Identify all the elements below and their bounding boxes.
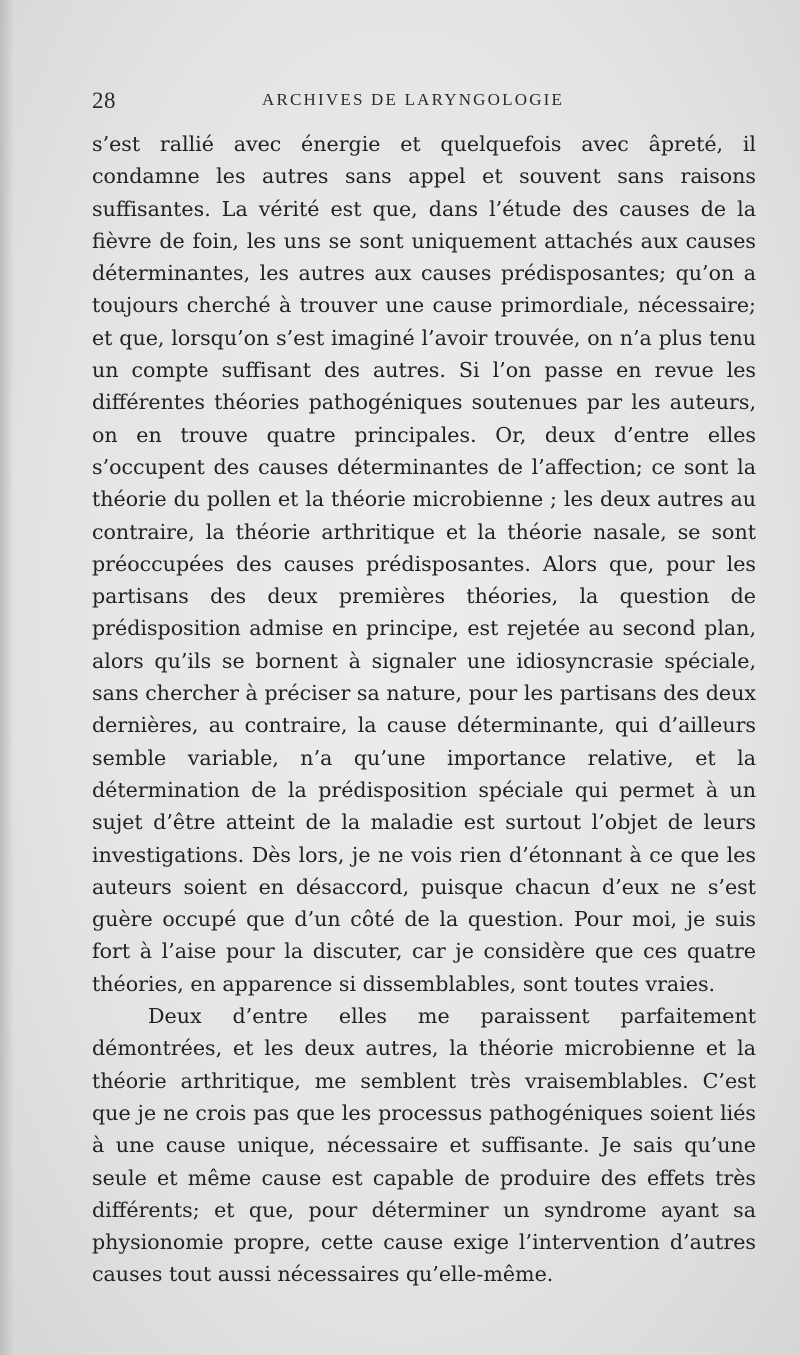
page-gutter-shadow [0, 0, 14, 1355]
page-number: 28 [92, 88, 116, 113]
paragraph-1: s’est rallié avec énergie et quelquefois avec âpreté, il condamne les autres sans appel et souvent sans raisons suffisantes. La vérité est que, dans l’étude des causes de la fièvre de foin, les uns se sont uniquement attachés aux causes déterminantes, les autres aux causes prédisposantes; qu’on a toujours cherché à trouver une cause primordiale, nécessaire; et que, lorsqu’on s’est imaginé l’avoir trouvée, on n’a plus tenu un compte suffisant des autres. Si l’on passe en revue les différentes théories pathogéniques soutenues par les auteurs, on en trouve quatre principales. Or, deux d’entre elles s’occupent des causes déterminantes de l’affection; ce sont la théorie du pollen et la théorie microbienne ; les deux autres au contraire, la théorie arthritique et la théorie nasale, se sont préoccupées des causes prédisposantes. Alors que, pour les partisans des deux premières théories, la question de prédisposition admise en principe, est rejetée au second plan, alors qu’ils se bornent à signaler une idiosyncrasie spéciale, sans chercher à préciser sa nature, pour les partisans des deux dernières, au contraire, la cause déterminante, qui d’ailleurs semble variable, n’a qu’une importance relative, et la détermination de la prédisposition spéciale qui permet à un sujet d’être atteint de la maladie est surtout l’objet de leurs investigations. Dès lors, je ne vois rien d’étonnant à ce que les auteurs soient en désaccord, puisque chacun d’eux ne s’est guère occupé que d’un côté de la question. Pour moi, je suis fort à l’aise pour la discuter, car je considère que ces quatre théories, en apparence si dissemblables, sont toutes vraies. [92, 132, 756, 996]
running-head: ARCHIVES DE LARYNGOLOGIE [262, 90, 565, 109]
paragraph-2: Deux d’entre elles me paraissent parfaitement démontrées, et les deux autres, la théorie microbienne et la théorie arthritique, me semblent très vraisemblables. C’est que je ne crois pas que les processus pathogéniques soient liés à une cause unique, nécessaire et suffisante. Je sais qu’une seule et même cause est capable de produire des effets très différents; et que, pour déterminer un syndrome ayant sa physionomie propre, cette cause exige l’intervention d’autres causes tout aussi nécessaires qu’elle-même. [92, 1004, 756, 1287]
body-text [92, 128, 756, 1291]
page-header [92, 88, 752, 118]
